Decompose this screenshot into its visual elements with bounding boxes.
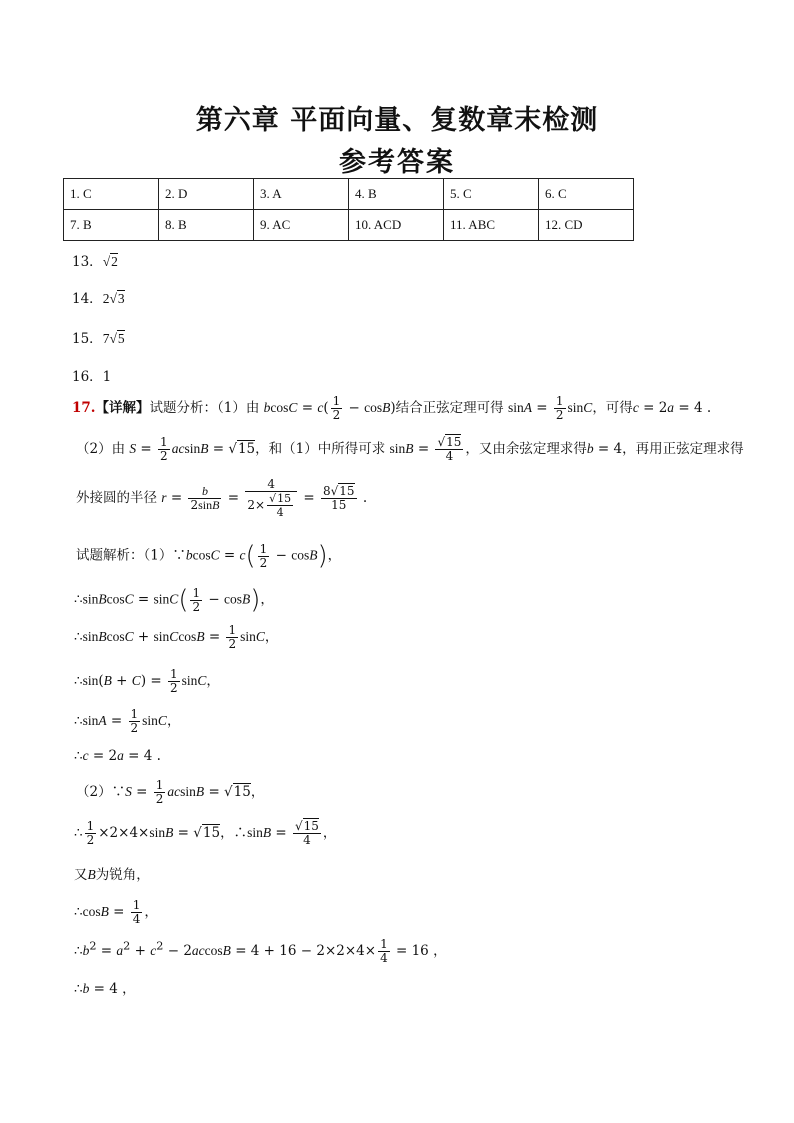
answer-cell: 12. CD [539, 210, 634, 241]
solution-step-5: ∴sinA = $\frac{1}{2}$ sinC， [74, 707, 181, 735]
answer-cell: 10. ACD [349, 210, 444, 241]
solution-step-4: ∴sin(B + C) = $\frac{1}{2}$ sinC， [74, 667, 220, 695]
answer-cell: 1. C [64, 179, 159, 210]
solution-step-10: ∴cosB = $\frac{1}{4}$ ， [74, 898, 158, 926]
table-row [64, 179, 634, 210]
answer-16: 16．1 [72, 369, 112, 385]
answer-cell: 3. A [254, 179, 349, 210]
solution-step-8: ∴ $\frac{1}{2}$ ×2×4×sinB = √15，∴sinB = $\frac{√15}{4}$ ， [74, 819, 337, 847]
solution-step-2: ∴sinBcosC = sinC( $\frac{1}{2}$ − cosB)， [74, 585, 274, 615]
answer-cell: 2. D [159, 179, 254, 210]
page-title: 第六章 平面向量、复数章末检测 [195, 105, 599, 136]
solution-step-11: $\therefore b^2 = a^2 + c^2 - 2accosB = 4 + 16 - 2\times 2\times 4\times$ $\frac{1}{4}$ = 16 ， [74, 937, 447, 965]
q17-analysis: 17.【详解】试题分析：（1）由 bcosC = c( $\frac{1}{2}$ − cosB)结合正弦定理可得 sinA = $\frac{1}{2}$ sinC，可得c = 2a = 4 . [72, 394, 712, 422]
answer-13: 13．√2 [72, 254, 118, 270]
answer-cell: 9. AC [254, 210, 349, 241]
solution-step-7: （2）∵S = $\frac{1}{2}$ acsinB = √15， [76, 778, 265, 806]
solution-step-1: 试题解析：（1）∵bcosC = c( $\frac{1}{2}$ − cosB)， [76, 541, 342, 571]
q17-radius: 外接圆的半径 r = $\frac{b}{2\sin B}$ = 4 2× $\frac{√15}{4}$ = $\frac{8√15}{15}$ . [76, 477, 368, 519]
answer-cell: 5. C [444, 179, 539, 210]
answer-cell: 8. B [159, 210, 254, 241]
q17-analysis-2: （2）由 S = $\frac{1}{2}$ acsinB = √15，和（1）中所得可求 sinB = $\frac{√15}{4}$ ，又由余弦定理求得b = 4，再用正弦定理求得 [76, 435, 744, 463]
answer-cell: 4. B [349, 179, 444, 210]
answer-cell: 7. B [64, 210, 159, 241]
table-row [64, 210, 634, 241]
answer-table [63, 178, 634, 241]
solution-step-6: ∴c = 2a = 4 . [74, 748, 161, 764]
solution-step-9: 又B为锐角， [74, 867, 150, 883]
answer-14: 14．2√3 [72, 291, 125, 307]
answer-cell: 6. C [539, 179, 634, 210]
answer-15: 15．7√5 [72, 331, 125, 347]
solution-step-3: ∴sinBcosC + sinCcosB = $\frac{1}{2}$ sinC， [74, 623, 279, 651]
solution-step-12: ∴b = 4 ， [74, 981, 136, 997]
answer-cell: 11. ABC [444, 210, 539, 241]
page-subtitle: 参考答案 [339, 147, 455, 178]
